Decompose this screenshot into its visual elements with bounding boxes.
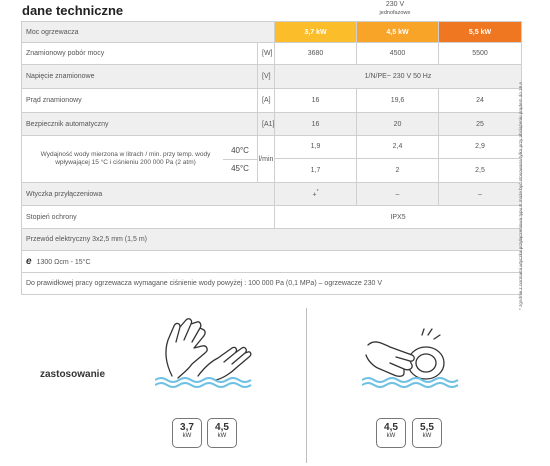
section-divider [306,308,307,463]
flow-label: Wydajność wody mierzona w litrach / min. przy temp. wody wpływającej 15 °C i ciśnieniu 200 000 Pa (2 atm) [40,151,211,166]
flow-40-value: 2,4 [357,136,438,159]
fuse-row [22,113,522,136]
fuse-value: 25 [439,113,522,136]
badge-value: 3,7 [180,422,194,433]
power-badge [207,418,237,448]
cable-row [22,229,522,251]
flow-value-col [439,136,522,183]
power-unit: [W] [258,43,275,65]
voltage-row-value: 1/N/PE~ 230 V 50 Hz [275,65,522,89]
badge-value: 4,5 [384,422,398,433]
current-label: Prąd znamionowy [22,89,258,113]
voltage-row-unit: [V] [258,65,275,89]
cable-label: Przewód elektryczny 3x2,5 mm (1,5 m) [22,229,522,251]
flow-45-value: 2 [395,167,400,174]
note-row [22,273,522,295]
power-value: 4500 [357,43,439,65]
current-value: 19,6 [357,89,439,113]
power-badge [376,418,406,448]
side-footnote: * zgodnie z normami wtyczka przyłączeniowa typu E może być stosowana tylko przy obciążeniu prądem do 16 A [518,81,523,310]
plug-footnote-mark: * [316,189,319,196]
flow-value-col [275,136,357,183]
power-row [22,43,522,65]
power-label: Znamionowy pobór mocy [22,43,258,65]
current-value: 16 [275,89,357,113]
fuse-unit: [A1] [258,113,275,136]
pressure-note: Do prawidłowej pracy ogrzewacza wymagane ciśnienie wody powyżej : 100 000 Pa (0,1 MPa) – ogrzewacze 230 V [22,273,522,295]
protection-value: IPX5 [275,206,522,229]
model-3-7-header: 3,7 kW [275,22,357,43]
header-row [22,22,522,43]
badge-value: 5,5 [420,422,434,433]
flow-unit: l/min [258,136,275,183]
voltage-row-label: Napięcie znamionowe [22,65,258,89]
badge-value: 4,5 [215,422,229,433]
temp-40: 40°C [231,145,249,155]
voltage-sub: jednofazowe [379,10,411,16]
power-badge [172,418,202,448]
plug-value: – [439,183,522,206]
flow-row [22,136,522,183]
resistivity-row [22,251,522,273]
badge-unit: kW [217,433,227,439]
plug-value: – [357,183,439,206]
usage-label: zastosowanie [40,369,106,380]
flow-40-value: 1,9 [275,136,356,159]
flow-45-value: 1,7 [310,167,321,174]
flow-label-cell [22,136,258,183]
fuse-value: 20 [357,113,439,136]
model-5-5-header: 5,5 kW [439,22,522,43]
flow-40-value: 2,9 [439,136,521,159]
badge-unit: kW [182,433,192,439]
current-value: 24 [439,89,522,113]
protection-row [22,206,522,229]
voltage-label [360,1,430,17]
flow-45-value: 2,5 [475,167,485,174]
header-label: Moc ogrzewacza [22,22,275,43]
water-waves-icon [362,376,460,388]
badge-unit: kW [422,433,432,439]
plug-value [275,183,357,206]
voltage-row [22,65,522,89]
plug-row [22,183,522,206]
current-row [22,89,522,113]
fuse-label: Bezpiecznik automatyczny [22,113,258,136]
section-title: dane techniczne [22,3,124,18]
temp-45: 45°C [231,163,249,173]
power-value: 3680 [275,43,357,65]
power-badge [412,418,442,448]
power-value: 5500 [439,43,522,65]
spec-table [21,21,522,295]
model-4-5-header: 4,5 kW [357,22,439,43]
plug-label: Wtyczka przyłączeniowa [22,183,275,206]
resistivity-cell [22,251,522,273]
fuse-value: 16 [275,113,357,136]
voltage-main: 230 V [385,1,405,8]
flow-value-col [357,136,439,183]
plug-value-text: + [312,191,317,199]
resistivity-label: 1300 Ωcm - 15°C [36,258,91,266]
current-unit: [A] [258,89,275,113]
resistivity-icon: e [26,255,32,267]
protection-label: Stopień ochrony [22,206,275,229]
water-waves-icon [155,376,253,388]
badge-unit: kW [386,433,396,439]
